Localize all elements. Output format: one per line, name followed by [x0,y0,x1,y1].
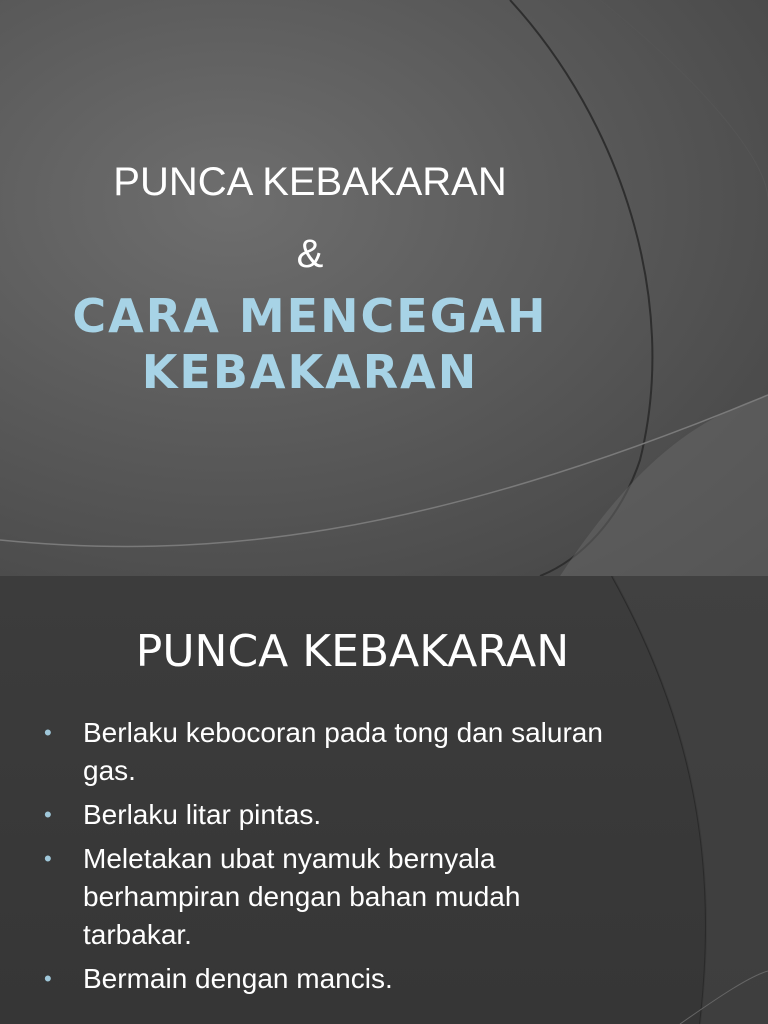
slide-title: PUNCA KEBAKARAN [113,160,507,204]
subtitle-line-1: CARA MENCEGAH [72,289,548,343]
list-item [44,796,604,834]
subtitle-line-2: KEBAKARAN [141,345,479,399]
slide-title-2: PUNCA KEBAKARAN [135,626,570,677]
bullet-text: Berlaku kebocoran pada tong dan saluran gas. [83,717,603,786]
bullet-list [44,714,604,1004]
bullet-icon: • [44,966,52,991]
bullet-text: Berlaku litar pintas. [83,799,322,830]
list-item [44,714,604,790]
content-slide [0,576,768,1024]
bullet-icon: • [44,720,52,745]
ampersand: & [296,232,324,276]
bullet-icon: • [44,802,52,827]
bullet-icon: • [44,846,52,871]
bullet-text: Meletakan ubat nyamuk bernyala berhampiran dengan bahan mudah tarbakar. [83,843,521,950]
slide-subtitle [0,288,620,400]
list-item [44,960,604,998]
list-item [44,840,604,954]
bullet-text: Bermain dengan mancis. [83,963,393,994]
